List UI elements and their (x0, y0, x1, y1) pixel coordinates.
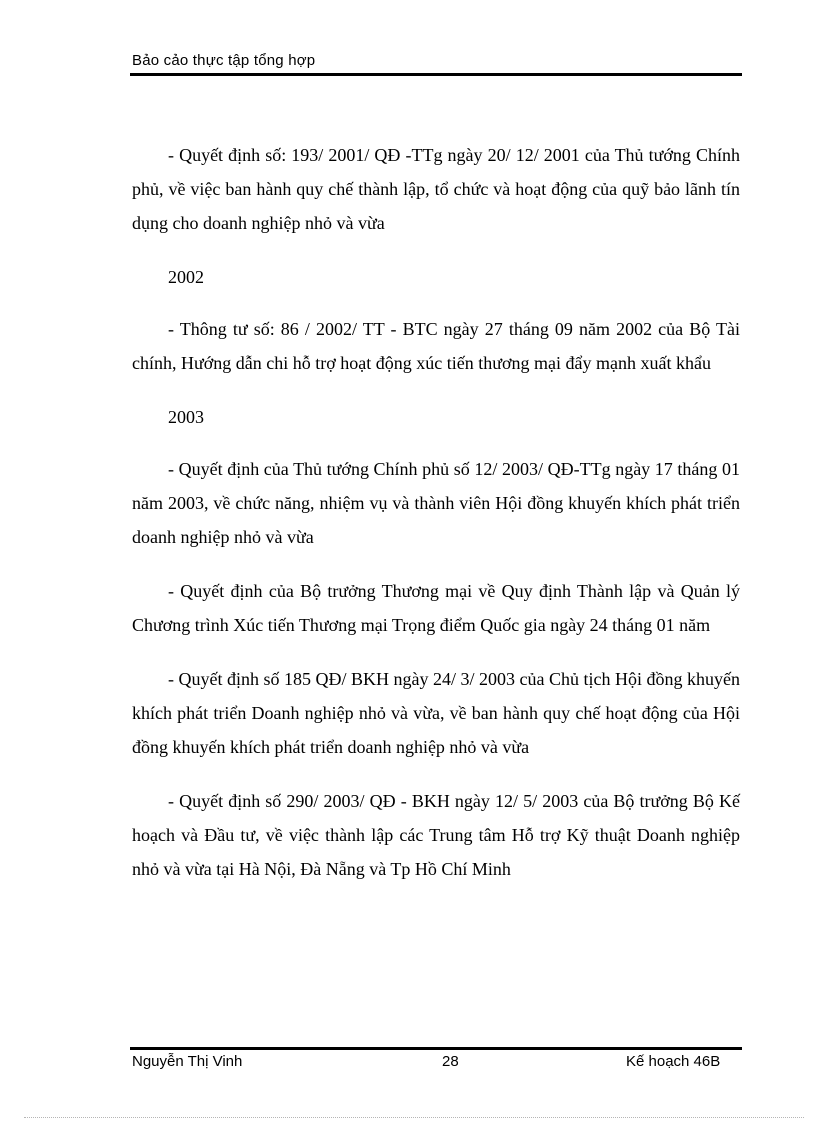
page-bottom-edge (24, 1117, 804, 1118)
header-divider (130, 73, 742, 76)
paragraph-decision-12: - Quyết định của Thủ tướng Chính phủ số 12/ 2003/ QĐ-TTg ngày 17 tháng 01 năm 2003, về chức năng, nhiệm vụ và thành viên Hội đồng khuyến khích phát triển doanh nghiệp nhỏ và vừa (132, 459, 740, 547)
page-header-title: Bảo cảo thực tập tổng hợp (132, 52, 316, 69)
footer-class-name: Kế hoạch 46B (626, 1053, 721, 1070)
year-heading-2002: 2002 (168, 267, 204, 287)
paragraph-decision-193: - Quyết định số: 193/ 2001/ QĐ -TTg ngày 20/ 12/ 2001 của Thủ tướng Chính phủ, về việc ban hành quy chế thành lập, tổ chức và hoạt động của quỹ bảo lãnh tín dụng cho doanh nghiệp nhỏ và vừa (132, 145, 740, 233)
footer-page-number: 28 (442, 1053, 459, 1070)
paragraph-decision-trade-program: - Quyết định của Bộ trưởng Thương mại về Quy định Thành lập và Quản lý Chương trình Xúc tiến Thương mại Trọng điểm Quốc gia ngày 24 tháng 01 năm (132, 581, 740, 635)
footer-author: Nguyễn Thị Vinh (132, 1053, 243, 1070)
paragraph-decision-290: - Quyết định số 290/ 2003/ QĐ - BKH ngày 12/ 5/ 2003 của Bộ trưởng Bộ Kế hoạch và Đầu tư, về việc thành lập các Trung tâm Hỗ trợ Kỹ thuật Doanh nghiệp nhỏ và vừa tại Hà Nội, Đà Nẵng và Tp Hồ Chí Minh (132, 791, 740, 879)
year-heading-2003: 2003 (168, 407, 204, 427)
document-body (132, 138, 740, 906)
paragraph-circular-86: - Thông tư số: 86 / 2002/ TT - BTC ngày 27 tháng 09 năm 2002 của Bộ Tài chính, Hướng dẫn chi hỗ trợ hoạt động xúc tiến thương mại đẩy mạnh xuất khẩu (132, 319, 740, 373)
footer-divider (130, 1047, 742, 1050)
paragraph-decision-185: - Quyết định số 185 QĐ/ BKH ngày 24/ 3/ 2003 của Chủ tịch Hội đồng khuyến khích phát triển Doanh nghiệp nhỏ và vừa, về ban hành quy chế hoạt động của Hội đồng khuyến khích phát triển doanh nghiệp nhỏ và vừa (132, 669, 740, 757)
